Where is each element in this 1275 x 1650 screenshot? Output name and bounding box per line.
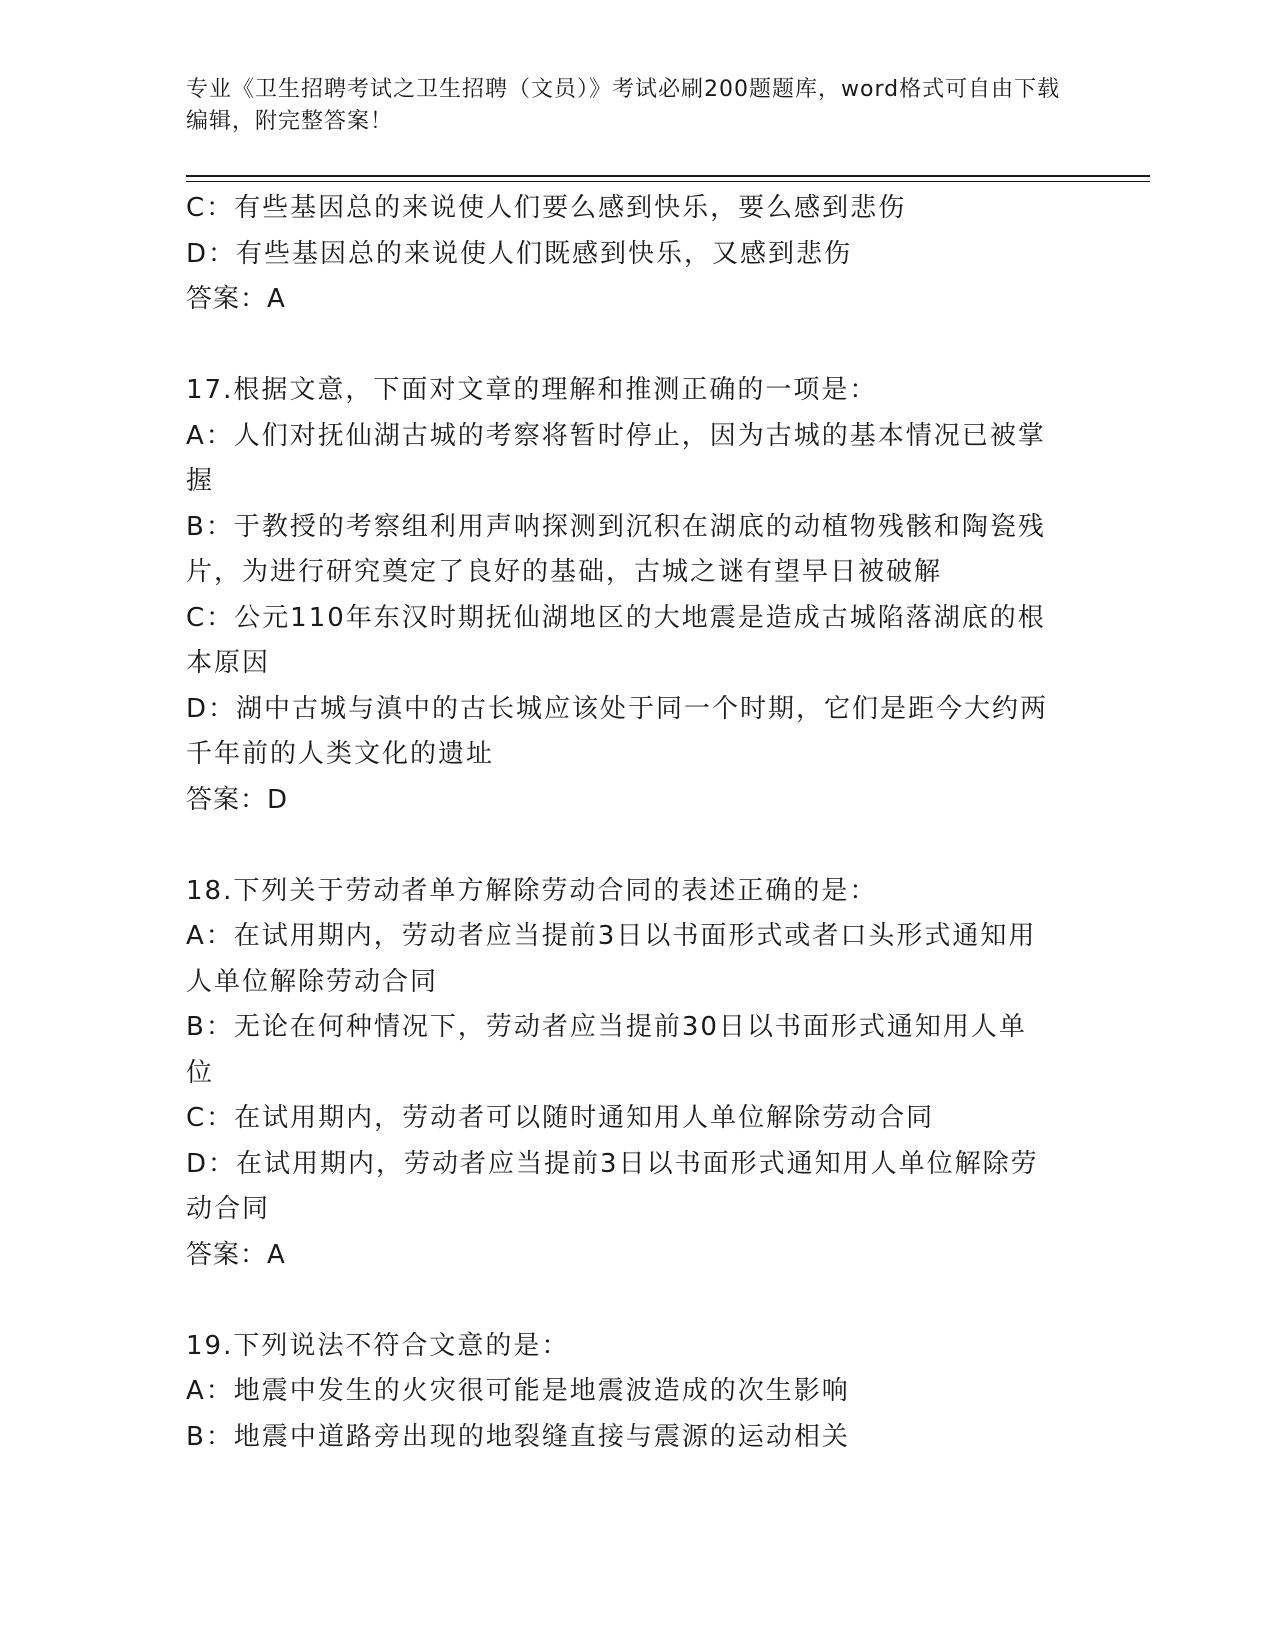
option-b-continued: 片，为进行研究奠定了良好的基础，古城之谜有望早日被破解: [186, 557, 943, 587]
option-a-continued: 人单位解除劳动合同: [186, 966, 439, 997]
option-c: C：有些基因总的来说使人们要么感到快乐，要么感到悲伤: [186, 193, 907, 223]
answer: 答案：A: [186, 1239, 286, 1270]
header-rule-thick: [186, 175, 1150, 177]
option-a: A：在试用期内，劳动者应当提前3日以书面形式或者口头形式通知用: [186, 921, 1037, 951]
option-a: A：人们对抚仙湖古城的考察将暂时停止，因为古城的基本情况已被掌: [186, 420, 1046, 451]
question-18: [186, 869, 1076, 1279]
page-header: 专业《卫生招聘考试之卫生招聘（文员）》考试必刷200题题库，word格式可自由下载编辑，附完整答案！: [186, 77, 1061, 134]
option-c: C：在试用期内，劳动者可以随时通知用人单位解除劳动合同: [186, 1103, 935, 1133]
question-text: 17.根据文意，下面对文章的理解和推测正确的一项是：: [186, 375, 878, 405]
answer: 答案：A: [186, 284, 286, 314]
question-16-tail: [186, 186, 1076, 323]
option-d: D：在试用期内，劳动者应当提前3日以书面形式通知用人单位解除劳: [186, 1148, 1039, 1179]
option-b: B：无论在何种情况下，劳动者应当提前30日以书面形式通知用人单: [186, 1012, 1027, 1042]
option-a-continued: 握: [186, 466, 215, 496]
question-text: 19.下列说法不符合文意的是：: [186, 1330, 570, 1361]
spacer: [186, 323, 1076, 369]
option-d: D：湖中古城与滇中的古长城应该处于同一个时期，它们是距今大约两: [186, 693, 1049, 724]
option-b: B：于教授的考察组利用声呐探测到沉积在湖底的动植物残骸和陶瓷残: [186, 511, 1046, 542]
header-rule-thin: [186, 181, 1150, 182]
option-c-continued: 本原因: [186, 648, 271, 678]
spacer: [186, 1278, 1076, 1324]
question-content: [186, 186, 1076, 1460]
option-d: D：有些基因总的来说使人们既感到快乐，又感到悲伤: [186, 238, 853, 269]
option-b-continued: 位: [186, 1057, 215, 1088]
spacer: [186, 823, 1076, 869]
option-a: A：地震中发生的火灾很可能是地震波造成的次生影响: [186, 1376, 850, 1406]
option-b: B：地震中道路旁出现的地裂缝直接与震源的运动相关: [186, 1421, 850, 1452]
option-d-continued: 动合同: [186, 1194, 271, 1224]
question-text: 18.下列关于劳动者单方解除劳动合同的表述正确的是：: [186, 875, 878, 906]
question-17: [186, 368, 1076, 823]
option-d-continued: 千年前的人类文化的遗址: [186, 739, 495, 769]
answer: 答案：D: [186, 784, 289, 815]
option-c: C：公元110年东汉时期抚仙湖地区的大地震是造成古城陷落湖底的根: [186, 602, 1046, 633]
question-19: [186, 1324, 1076, 1461]
